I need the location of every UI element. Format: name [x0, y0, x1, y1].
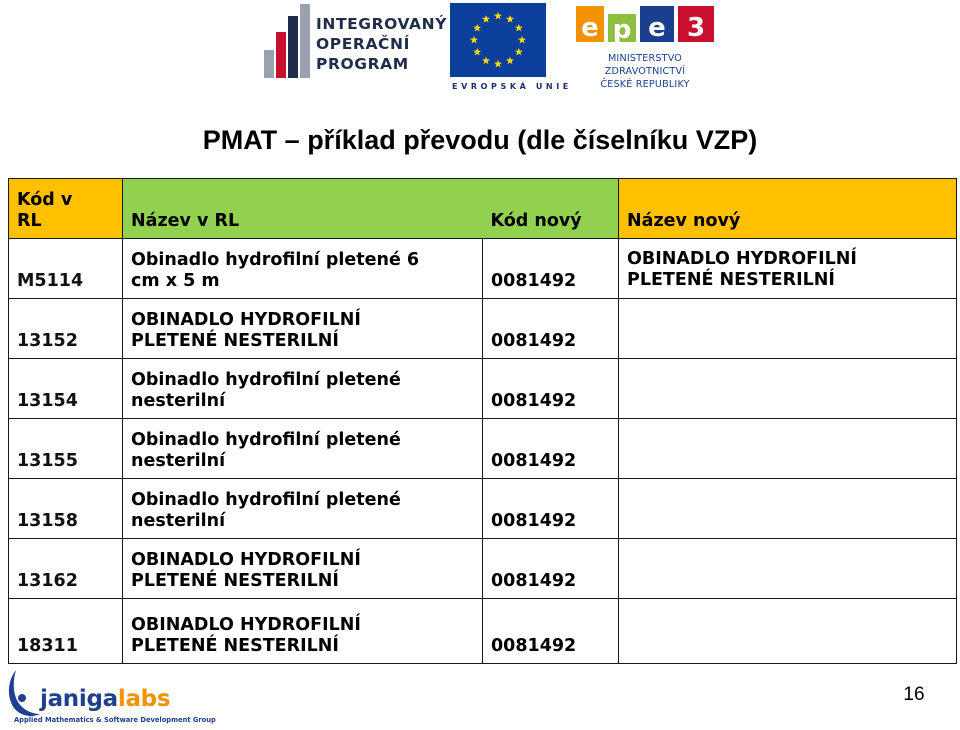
header-new-code: Kód nový — [483, 179, 619, 239]
janiga-swirl-icon — [2, 668, 42, 720]
eu-star-icon — [506, 57, 514, 65]
cell-name-line: PLETENÉ NESTERILNÍ — [131, 331, 339, 351]
eu-star-icon — [482, 15, 490, 23]
cell-new-name — [619, 479, 957, 539]
cell-name — [123, 239, 483, 299]
eu-star-icon — [515, 48, 523, 56]
cell-new-code: 0081492 — [483, 419, 619, 479]
mz-emblem-icon — [570, 2, 720, 50]
header-code: Kód v RL — [9, 179, 123, 239]
cell-name — [123, 539, 483, 599]
janiga-wordmark: janigalabs — [40, 686, 171, 712]
cell-code: 18311 — [9, 599, 123, 664]
cell-new-code: 0081492 — [483, 239, 619, 299]
cell-new-name — [619, 359, 957, 419]
cell-code: M5114 — [9, 239, 123, 299]
eu-star-icon — [473, 48, 481, 56]
table-row — [9, 359, 957, 419]
header-name: Název v RL — [123, 179, 483, 239]
table-row — [9, 239, 957, 299]
cell-name — [123, 359, 483, 419]
cell-new-code: 0081492 — [483, 539, 619, 599]
eu-flag-icon — [450, 3, 546, 77]
cell-name — [123, 479, 483, 539]
cell-name-line: OBINADLO HYDROFILNÍ — [131, 310, 361, 330]
table-row — [9, 419, 957, 479]
cell-name-line: OBINADLO HYDROFILNÍ — [131, 615, 361, 635]
cell-code: 13158 — [9, 479, 123, 539]
eu-star-icon — [515, 24, 523, 32]
cell-name-line: OBINADLO HYDROFILNÍ — [131, 550, 361, 570]
cell-name-line: nesterilní — [131, 451, 226, 471]
cell-new-name — [619, 539, 957, 599]
cell-name-line: nesterilní — [131, 391, 226, 411]
cell-new-code: 0081492 — [483, 479, 619, 539]
cell-new-name — [619, 419, 957, 479]
cell-code: 13162 — [9, 539, 123, 599]
page-number: 16 — [903, 684, 925, 705]
cell-name-line: Obinadlo hydrofilní pletené — [131, 490, 401, 510]
mz-caption: MINISTERSTVO ZDRAVOTNICTVÍ ČESKÉ REPUBLIKY — [600, 53, 690, 90]
svg-text:e: e — [648, 13, 666, 43]
mz-logo — [570, 2, 720, 90]
cell-new-name — [619, 239, 957, 299]
svg-text:p: p — [612, 15, 632, 45]
cell-new-code: 0081492 — [483, 359, 619, 419]
header-new-name: Název nový — [619, 179, 957, 239]
cell-name-line: Obinadlo hydrofilní pletené 6 — [131, 250, 420, 270]
cell-name-line: Obinadlo hydrofilní pletené — [131, 370, 401, 390]
cell-name-line: cm x 5 m — [131, 271, 220, 291]
eu-star-icon — [518, 36, 526, 44]
cell-new-code: 0081492 — [483, 599, 619, 664]
eu-star-icon — [470, 36, 478, 44]
cell-new-name-line: OBINADLO HYDROFILNÍ — [627, 249, 857, 269]
table-header-row — [9, 179, 957, 239]
svg-text:3: 3 — [686, 13, 706, 43]
iop-bars-graphic — [262, 4, 312, 78]
cell-name-line: Obinadlo hydrofilní pletené — [131, 430, 401, 450]
eu-caption: EVROPSKÁ UNIE — [452, 82, 572, 91]
iop-logo — [262, 4, 448, 82]
cell-name — [123, 599, 483, 664]
cell-code: 13152 — [9, 299, 123, 359]
table-row — [9, 299, 957, 359]
eu-star-icon — [506, 15, 514, 23]
slide-title: PMAT – příklad převodu (dle číselníku VZP) — [202, 125, 758, 155]
cell-new-name-line: PLETENÉ NESTERILNÍ — [627, 270, 835, 290]
eu-star-icon — [473, 24, 481, 32]
eu-star-icon — [494, 12, 502, 20]
cell-new-name — [619, 599, 957, 664]
janiga-tagline: Applied Mathematics & Software Development Group — [14, 716, 216, 724]
cell-code: 13155 — [9, 419, 123, 479]
svg-text:e: e — [581, 13, 599, 43]
cell-name — [123, 299, 483, 359]
eu-star-icon — [494, 60, 502, 68]
cell-name-line: PLETENÉ NESTERILNÍ — [131, 636, 339, 656]
cell-new-name — [619, 299, 957, 359]
eu-star-icon — [482, 57, 490, 65]
cell-name-line: PLETENÉ NESTERILNÍ — [131, 571, 339, 591]
cell-name — [123, 419, 483, 479]
cell-code: 13154 — [9, 359, 123, 419]
conversion-table — [8, 178, 957, 664]
cell-new-code: 0081492 — [483, 299, 619, 359]
iop-wordmark: INTEGROVANÝ OPERAČNÍ PROGRAM — [316, 15, 448, 73]
table-row — [9, 539, 957, 599]
janigalabs-logo — [0, 664, 216, 730]
cell-name-line: nesterilní — [131, 511, 226, 531]
eu-logo — [450, 3, 572, 93]
table-row — [9, 479, 957, 539]
table-row — [9, 599, 957, 664]
